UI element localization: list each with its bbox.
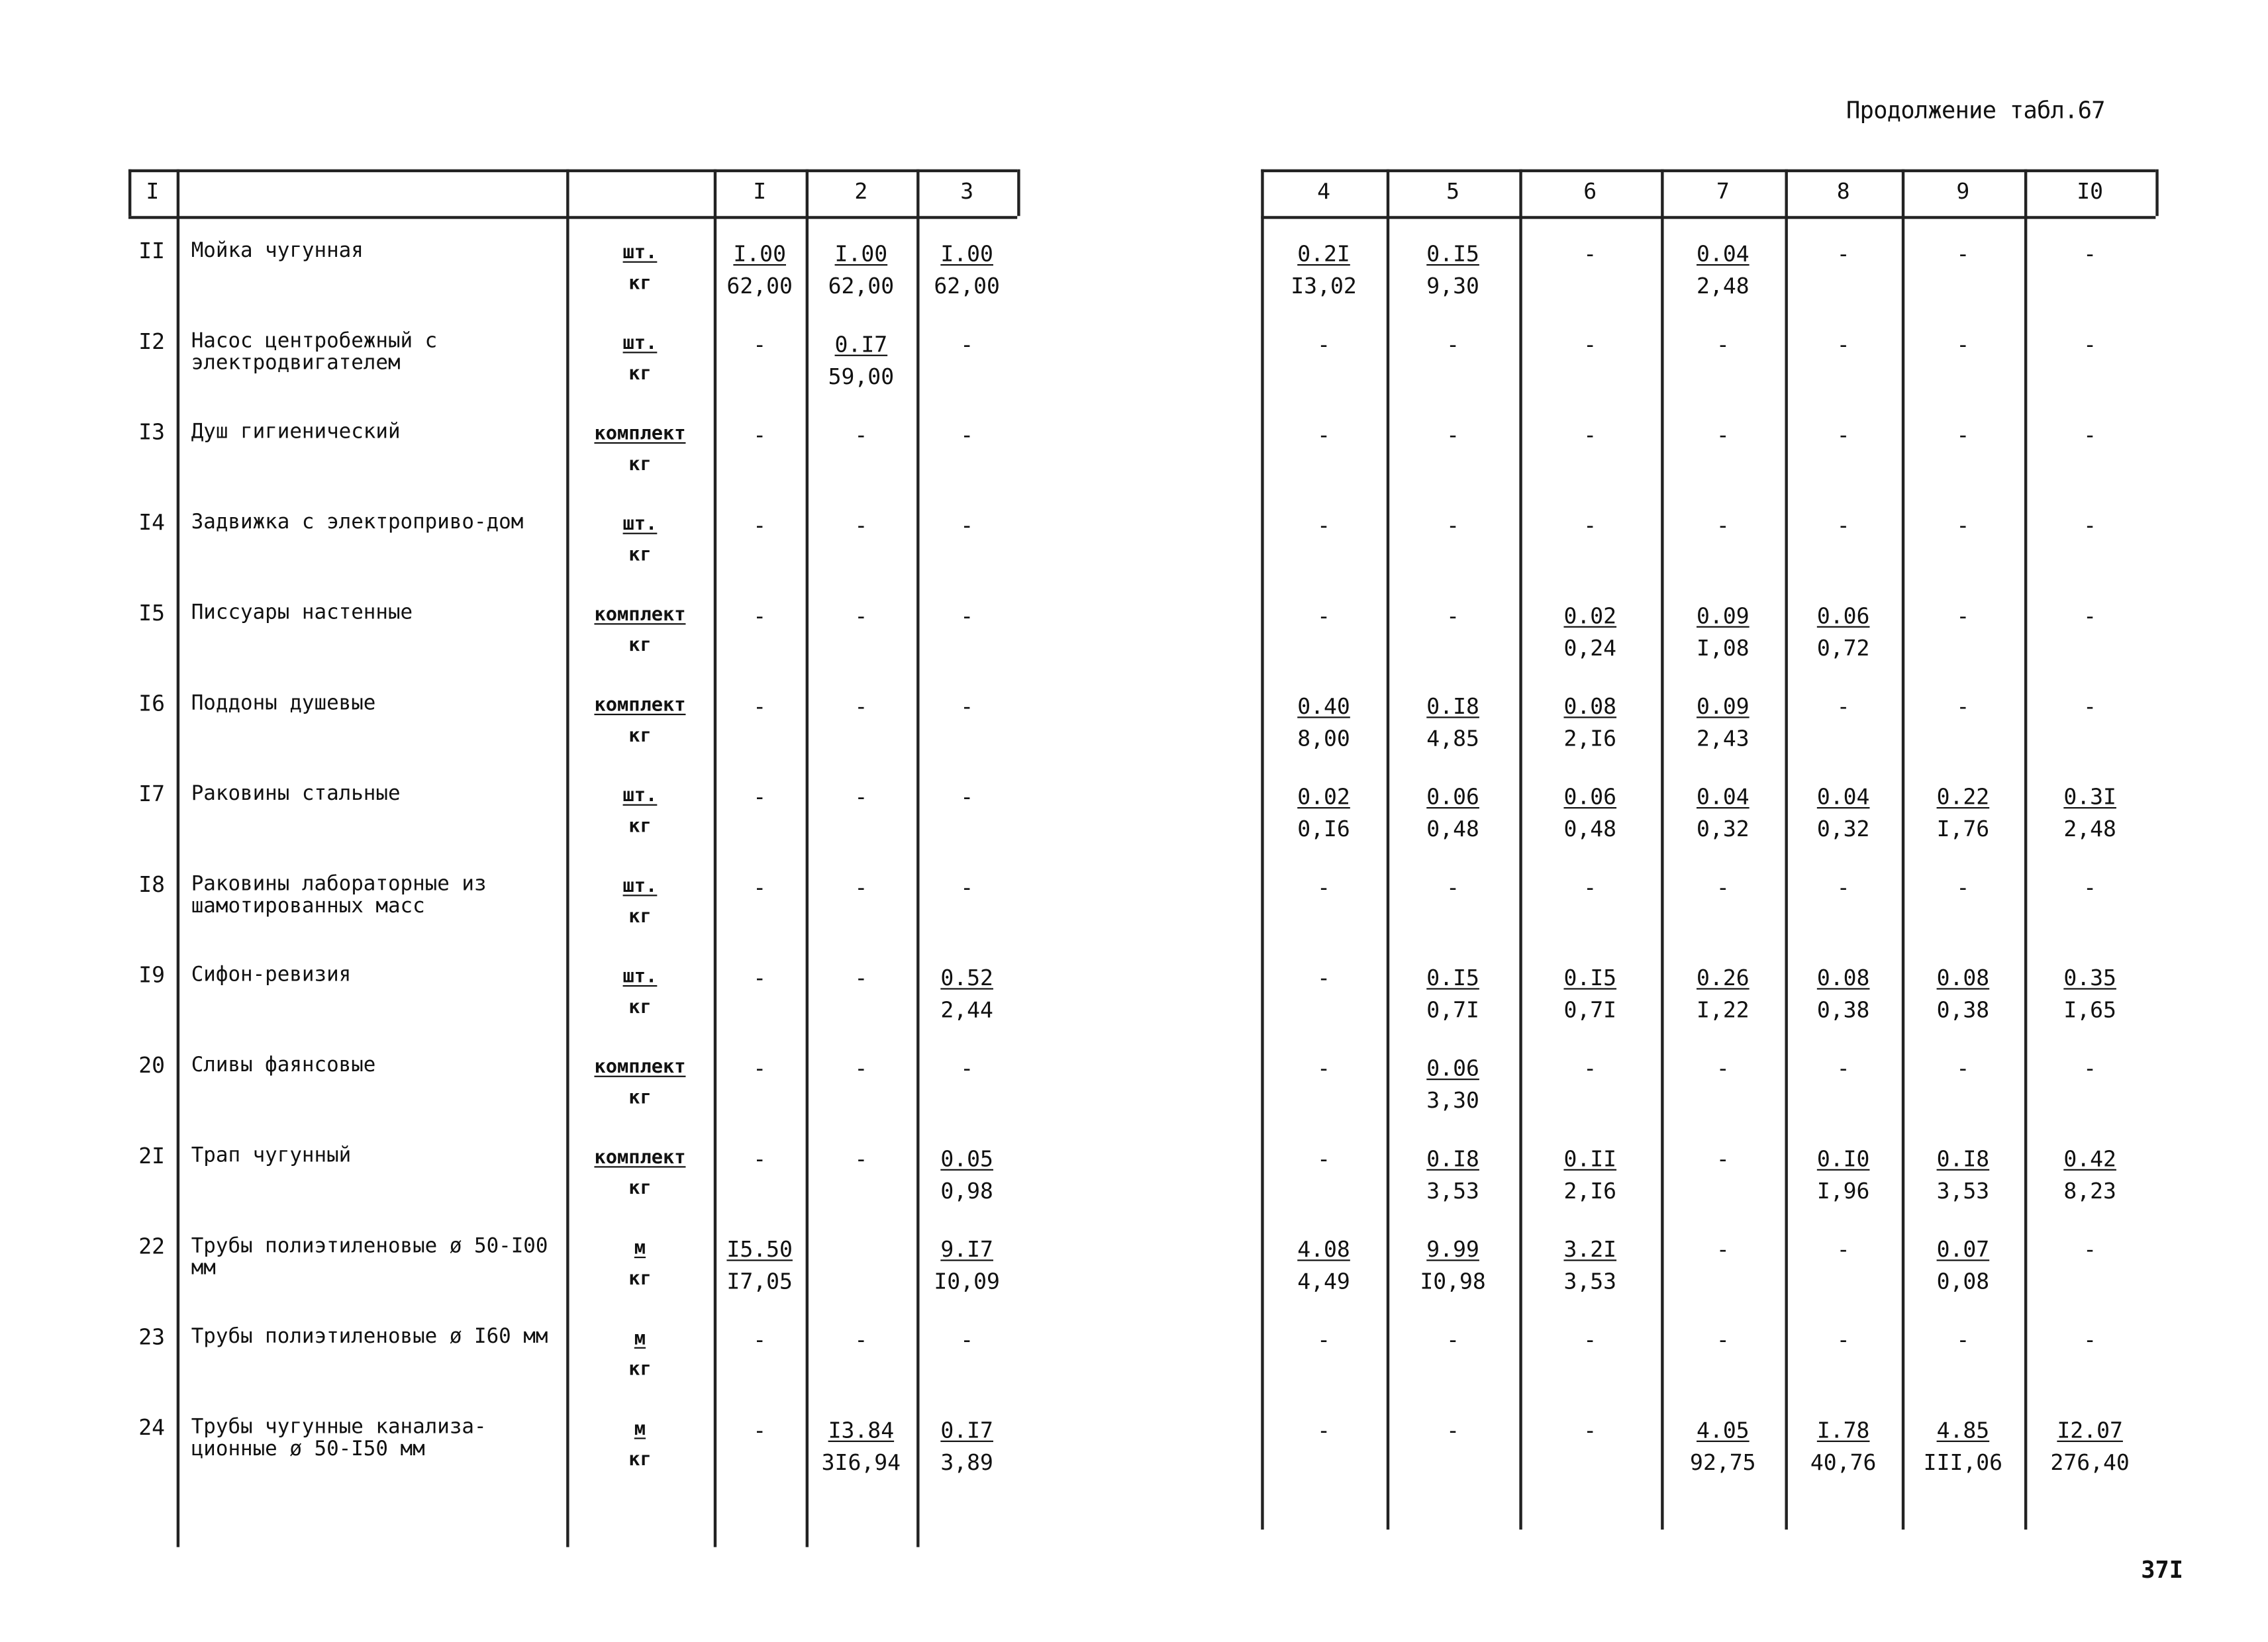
- cell-quantity: 0.40: [1297, 693, 1350, 720]
- cell-mass: I0,98: [1420, 1268, 1486, 1295]
- unit-mass: кг: [628, 363, 652, 385]
- unit-mass: кг: [628, 1087, 652, 1110]
- cell-quantity: -: [854, 783, 868, 810]
- cell-quantity: -: [1446, 1417, 1460, 1444]
- cell-quantity: -: [1446, 512, 1460, 539]
- item-name: Писсуары настенные: [191, 601, 413, 625]
- cell-quantity: I.00: [834, 240, 888, 267]
- cell-quantity: -: [1583, 512, 1597, 539]
- cell-quantity: -: [1716, 1236, 1730, 1263]
- cell-quantity: -: [960, 1326, 974, 1353]
- cell-quantity: 0.2I: [1297, 240, 1350, 267]
- cell-mass: 0,24: [1563, 634, 1617, 661]
- cell-mass: 2,I6: [1563, 1177, 1617, 1204]
- cell-quantity: -: [753, 965, 767, 991]
- cell-quantity: 0.02: [1297, 783, 1350, 810]
- unit-mass: кг: [628, 1177, 652, 1200]
- cell-mass: 62,00: [934, 273, 1000, 299]
- cell-quantity: -: [1956, 693, 1970, 720]
- cell-quantity: -: [2083, 874, 2097, 901]
- cell-quantity: -: [1317, 512, 1330, 539]
- column-rule: [1017, 169, 1020, 217]
- row-number: 23: [138, 1324, 166, 1351]
- cell-mass: 40,76: [1810, 1449, 1877, 1476]
- cell-quantity: 3.2I: [1563, 1236, 1617, 1263]
- row-number: I7: [138, 781, 166, 808]
- cell-mass: 0,38: [1816, 996, 1870, 1024]
- cell-quantity: 4.05: [1697, 1417, 1750, 1444]
- column-rule: [2024, 169, 2027, 1530]
- unit-mass: кг: [628, 544, 652, 567]
- cell-quantity: -: [1716, 1145, 1730, 1173]
- cell-quantity: 4.08: [1297, 1236, 1350, 1263]
- cell-quantity: I5.50: [726, 1236, 793, 1263]
- cell-quantity: -: [1956, 1055, 1970, 1082]
- cell-mass: 0,48: [1426, 816, 1479, 842]
- cell-mass: 0,32: [1697, 816, 1750, 842]
- row-number: 22: [138, 1233, 166, 1260]
- cell-quantity: -: [753, 1417, 767, 1444]
- cell-quantity: 0.22: [1936, 783, 1990, 810]
- unit-quantity: м: [634, 1237, 646, 1260]
- cell-quantity: -: [854, 693, 868, 720]
- column-header: 3: [960, 177, 974, 205]
- cell-mass: 0,48: [1563, 816, 1617, 842]
- row-number: I3: [138, 418, 166, 446]
- unit-mass: кг: [628, 816, 652, 838]
- cell-mass: 0,98: [940, 1177, 993, 1204]
- cell-quantity: -: [854, 512, 868, 539]
- cell-quantity: -: [1317, 1145, 1330, 1173]
- cell-quantity: -: [960, 422, 974, 448]
- cell-mass: 2,43: [1697, 725, 1750, 752]
- cell-quantity: 0.06: [1816, 603, 1870, 630]
- cell-quantity: -: [1836, 1236, 1850, 1263]
- cell-quantity: 0.I7: [940, 1417, 993, 1444]
- table-caption: Продолжение табл.67: [1846, 96, 2105, 124]
- row-number: II: [138, 238, 166, 264]
- column-header: I0: [2077, 177, 2104, 205]
- table-top-rule-right: [1261, 169, 2155, 172]
- cell-quantity: -: [2083, 422, 2097, 448]
- cell-quantity: 0.52: [940, 965, 993, 991]
- cell-quantity: -: [960, 512, 974, 539]
- cell-quantity: 0.II: [1563, 1145, 1617, 1173]
- cell-mass: 2,48: [1697, 273, 1750, 299]
- cell-quantity: -: [1583, 240, 1597, 267]
- row-number: 20: [138, 1052, 166, 1079]
- column-rule: [1519, 169, 1522, 1530]
- cell-quantity: -: [1716, 512, 1730, 539]
- cell-mass: III,06: [1923, 1449, 2003, 1476]
- cell-quantity: -: [753, 783, 767, 810]
- cell-mass: I7,05: [726, 1268, 793, 1295]
- row-number: I2: [138, 328, 166, 355]
- cell-quantity: -: [1446, 603, 1460, 630]
- cell-quantity: -: [1317, 1055, 1330, 1082]
- row-number: I8: [138, 871, 166, 898]
- column-rule: [1902, 169, 1904, 1530]
- cell-quantity: -: [1956, 240, 1970, 267]
- column-rule: [2155, 169, 2158, 217]
- unit-mass: кг: [628, 1359, 652, 1381]
- unit-quantity: шт.: [622, 332, 658, 355]
- cell-mass: 3,53: [1563, 1268, 1617, 1295]
- cell-quantity: -: [1446, 1326, 1460, 1353]
- unit-mass: кг: [628, 906, 652, 928]
- cell-quantity: -: [1836, 693, 1850, 720]
- cell-quantity: 0.04: [1697, 240, 1750, 267]
- cell-quantity: 0.02: [1563, 603, 1617, 630]
- cell-quantity: -: [854, 1145, 868, 1173]
- cell-quantity: 0.04: [1816, 783, 1870, 810]
- cell-quantity: -: [1956, 331, 1970, 358]
- header-bottom-rule-left: [128, 216, 1017, 218]
- cell-quantity: -: [2083, 1055, 2097, 1082]
- cell-mass: 0,08: [1936, 1268, 1990, 1295]
- row-number: I5: [138, 600, 166, 626]
- cell-quantity: 0.08: [1563, 693, 1617, 720]
- cell-quantity: -: [1583, 874, 1597, 901]
- cell-quantity: -: [854, 965, 868, 991]
- unit-quantity: комплект: [594, 695, 686, 717]
- cell-quantity: -: [753, 874, 767, 901]
- cell-mass: 2,48: [2063, 816, 2116, 842]
- cell-quantity: -: [753, 512, 767, 539]
- cell-quantity: -: [1446, 422, 1460, 448]
- cell-mass: 59,00: [828, 363, 895, 390]
- cell-quantity: 9.I7: [940, 1236, 993, 1263]
- cell-quantity: -: [1956, 603, 1970, 630]
- cell-quantity: -: [1836, 240, 1850, 267]
- cell-quantity: I.00: [733, 240, 786, 267]
- column-header: 5: [1446, 177, 1460, 205]
- unit-quantity: шт.: [622, 785, 658, 808]
- table-top-rule-left: [128, 169, 1017, 172]
- cell-quantity: 0.05: [940, 1145, 993, 1173]
- cell-quantity: 0.35: [2063, 965, 2116, 991]
- cell-mass: 3,53: [1426, 1177, 1479, 1204]
- cell-quantity: -: [1716, 874, 1730, 901]
- cell-quantity: -: [1956, 874, 1970, 901]
- cell-mass: I0,09: [934, 1268, 1000, 1295]
- item-name: Сифон-ревизия: [191, 963, 352, 987]
- cell-mass: 4,85: [1426, 725, 1479, 752]
- header-bottom-rule-right: [1261, 216, 2155, 218]
- cell-quantity: -: [1583, 1417, 1597, 1444]
- cell-quantity: -: [2083, 1326, 2097, 1353]
- column-rule: [177, 169, 179, 1547]
- cell-mass: 9,30: [1426, 273, 1479, 299]
- unit-quantity: шт.: [622, 875, 658, 898]
- column-header: 8: [1836, 177, 1850, 205]
- cell-mass: 2,44: [940, 996, 993, 1024]
- cell-quantity: 0.09: [1697, 693, 1750, 720]
- item-name: Душ гигиенический: [191, 420, 401, 444]
- item-name: Сливы фаянсовые: [191, 1053, 376, 1077]
- item-name: Трубы полиэтиленовые ø 50-I00 мм: [191, 1234, 548, 1280]
- cell-quantity: -: [753, 1055, 767, 1082]
- cell-quantity: 0.I8: [1936, 1145, 1990, 1173]
- cell-quantity: -: [753, 1326, 767, 1353]
- cell-quantity: -: [2083, 603, 2097, 630]
- cell-quantity: I.78: [1816, 1417, 1870, 1444]
- cell-quantity: -: [1583, 1326, 1597, 1353]
- item-name: Мойка чугунная: [191, 239, 364, 263]
- cell-quantity: -: [1716, 1326, 1730, 1353]
- unit-mass: кг: [628, 725, 652, 748]
- cell-quantity: 0.06: [1426, 783, 1479, 810]
- cell-quantity: -: [1836, 512, 1850, 539]
- cell-quantity: -: [1446, 874, 1460, 901]
- cell-quantity: 0.I5: [1426, 240, 1479, 267]
- cell-quantity: -: [1836, 331, 1850, 358]
- item-name: Насос центробежный с электродвигателем: [191, 330, 438, 375]
- cell-mass: 8,00: [1297, 725, 1350, 752]
- cell-quantity: 9.99: [1426, 1236, 1479, 1263]
- column-header: I: [753, 177, 767, 205]
- cell-quantity: 4.85: [1936, 1417, 1990, 1444]
- cell-quantity: -: [1956, 1326, 1970, 1353]
- cell-quantity: -: [2083, 1236, 2097, 1263]
- cell-quantity: 0.04: [1697, 783, 1750, 810]
- cell-quantity: -: [1836, 422, 1850, 448]
- unit-quantity: шт.: [622, 966, 658, 989]
- cell-quantity: 0.3I: [2063, 783, 2116, 810]
- cell-quantity: -: [2083, 693, 2097, 720]
- column-header: 6: [1583, 177, 1597, 205]
- row-number: 2I: [138, 1143, 166, 1169]
- cell-quantity: 0.26: [1697, 965, 1750, 991]
- cell-mass: I,22: [1697, 996, 1750, 1024]
- row-number: 24: [138, 1414, 166, 1441]
- cell-quantity: -: [1446, 331, 1460, 358]
- cell-mass: 2,I6: [1563, 725, 1617, 752]
- unit-quantity: шт.: [622, 242, 658, 264]
- cell-quantity: I.00: [940, 240, 993, 267]
- cell-quantity: 0.I5: [1426, 965, 1479, 991]
- cell-quantity: -: [1317, 422, 1330, 448]
- unit-quantity: комплект: [594, 1056, 686, 1079]
- cell-quantity: -: [753, 603, 767, 630]
- item-name: Трап чугунный: [191, 1144, 352, 1168]
- unit-mass: кг: [628, 273, 652, 295]
- cell-mass: 3,53: [1936, 1177, 1990, 1204]
- cell-mass: 3I6,94: [821, 1449, 901, 1476]
- cell-mass: 0,38: [1936, 996, 1990, 1024]
- cell-quantity: -: [1317, 965, 1330, 991]
- cell-quantity: -: [960, 874, 974, 901]
- unit-quantity: комплект: [594, 604, 686, 626]
- cell-quantity: -: [1583, 331, 1597, 358]
- cell-quantity: -: [1836, 874, 1850, 901]
- cell-quantity: 0.08: [1936, 965, 1990, 991]
- row-number: I4: [138, 509, 166, 536]
- cell-mass: I,65: [2063, 996, 2116, 1024]
- cell-quantity: -: [2083, 512, 2097, 539]
- row-number: I6: [138, 690, 166, 717]
- unit-mass: кг: [628, 634, 652, 657]
- cell-quantity: -: [960, 693, 974, 720]
- cell-quantity: -: [1583, 422, 1597, 448]
- cell-mass: I,76: [1936, 816, 1990, 842]
- cell-quantity: -: [854, 874, 868, 901]
- cell-quantity: -: [753, 331, 767, 358]
- item-name: Поддоны душевые: [191, 691, 376, 716]
- cell-quantity: 0.I0: [1816, 1145, 1870, 1173]
- column-header: 9: [1956, 177, 1970, 205]
- page-number: 37I: [2141, 1555, 2183, 1584]
- cell-quantity: -: [1956, 512, 1970, 539]
- cell-mass: 3,30: [1426, 1087, 1479, 1114]
- cell-quantity: -: [1836, 1326, 1850, 1353]
- cell-quantity: -: [1836, 1055, 1850, 1082]
- unit-mass: кг: [628, 454, 652, 476]
- cell-mass: 4,49: [1297, 1268, 1350, 1295]
- cell-quantity: 0.42: [2063, 1145, 2116, 1173]
- column-header: 7: [1716, 177, 1730, 205]
- cell-quantity: -: [753, 693, 767, 720]
- cell-mass: 8,23: [2063, 1177, 2116, 1204]
- column-header: 4: [1317, 177, 1330, 205]
- cell-mass: 92,75: [1690, 1449, 1756, 1476]
- cell-quantity: -: [1317, 331, 1330, 358]
- cell-quantity: -: [753, 422, 767, 448]
- cell-mass: 0,32: [1816, 816, 1870, 842]
- item-name: Раковины лабораторные из шамотированных масс: [191, 873, 487, 918]
- cell-mass: I,96: [1816, 1177, 1870, 1204]
- cell-quantity: -: [2083, 331, 2097, 358]
- cell-quantity: 0.06: [1563, 783, 1617, 810]
- cell-mass: 0,7I: [1563, 996, 1617, 1024]
- column-rule: [1661, 169, 1663, 1530]
- item-name: Трубы чугунные канализа-ционные ø 50-I50 мм: [191, 1416, 487, 1461]
- cell-quantity: 0.I7: [834, 331, 888, 358]
- column-rule: [1387, 169, 1389, 1530]
- unit-quantity: м: [634, 1328, 646, 1351]
- cell-quantity: -: [753, 1145, 767, 1173]
- cell-quantity: 0.I5: [1563, 965, 1617, 991]
- cell-quantity: -: [1317, 603, 1330, 630]
- cell-mass: 0,I6: [1297, 816, 1350, 842]
- cell-quantity: -: [854, 1326, 868, 1353]
- cell-quantity: -: [960, 603, 974, 630]
- cell-quantity: -: [854, 1055, 868, 1082]
- unit-mass: кг: [628, 1449, 652, 1472]
- cell-mass: 3,89: [940, 1449, 993, 1476]
- column-rule: [1261, 169, 1263, 1530]
- cell-mass: 62,00: [828, 273, 895, 299]
- cell-mass: I,08: [1697, 634, 1750, 661]
- cell-quantity: 0.09: [1697, 603, 1750, 630]
- cell-quantity: -: [2083, 240, 2097, 267]
- cell-quantity: I3.84: [828, 1417, 895, 1444]
- cell-quantity: I2.07: [2057, 1417, 2123, 1444]
- item-name: Трубы полиэтиленовые ø I60 мм: [191, 1325, 548, 1349]
- cell-quantity: 0.I8: [1426, 1145, 1479, 1173]
- cell-mass: 276,40: [2050, 1449, 2130, 1476]
- cell-quantity: -: [1317, 874, 1330, 901]
- row-number: I9: [138, 961, 166, 989]
- cell-quantity: -: [1317, 1417, 1330, 1444]
- unit-quantity: шт.: [622, 513, 658, 536]
- cell-quantity: -: [854, 422, 868, 448]
- cell-quantity: -: [1716, 422, 1730, 448]
- cell-quantity: -: [1317, 1326, 1330, 1353]
- cell-quantity: 0.08: [1816, 965, 1870, 991]
- cell-quantity: -: [1716, 331, 1730, 358]
- cell-mass: 62,00: [726, 273, 793, 299]
- cell-quantity: 0.07: [1936, 1236, 1990, 1263]
- column-header: I: [146, 177, 160, 205]
- cell-quantity: -: [1956, 422, 1970, 448]
- column-header: 2: [854, 177, 868, 205]
- unit-quantity: м: [634, 1418, 646, 1441]
- cell-quantity: -: [854, 603, 868, 630]
- cell-quantity: -: [1583, 1055, 1597, 1082]
- unit-mass: кг: [628, 996, 652, 1019]
- unit-mass: кг: [628, 1268, 652, 1290]
- cell-mass: 0,7I: [1426, 996, 1479, 1024]
- cell-quantity: -: [960, 331, 974, 358]
- unit-quantity: комплект: [594, 1147, 686, 1169]
- cell-mass: I3,02: [1291, 273, 1357, 299]
- cell-quantity: -: [960, 783, 974, 810]
- unit-quantity: комплект: [594, 423, 686, 446]
- cell-quantity: -: [1716, 1055, 1730, 1082]
- column-rule: [1785, 169, 1787, 1530]
- item-name: Раковины стальные: [191, 782, 401, 806]
- cell-quantity: 0.I8: [1426, 693, 1479, 720]
- item-name: Задвижка с электроприво-дом: [191, 510, 524, 534]
- cell-quantity: -: [960, 1055, 974, 1082]
- cell-mass: 0,72: [1816, 634, 1870, 661]
- cell-quantity: 0.06: [1426, 1055, 1479, 1082]
